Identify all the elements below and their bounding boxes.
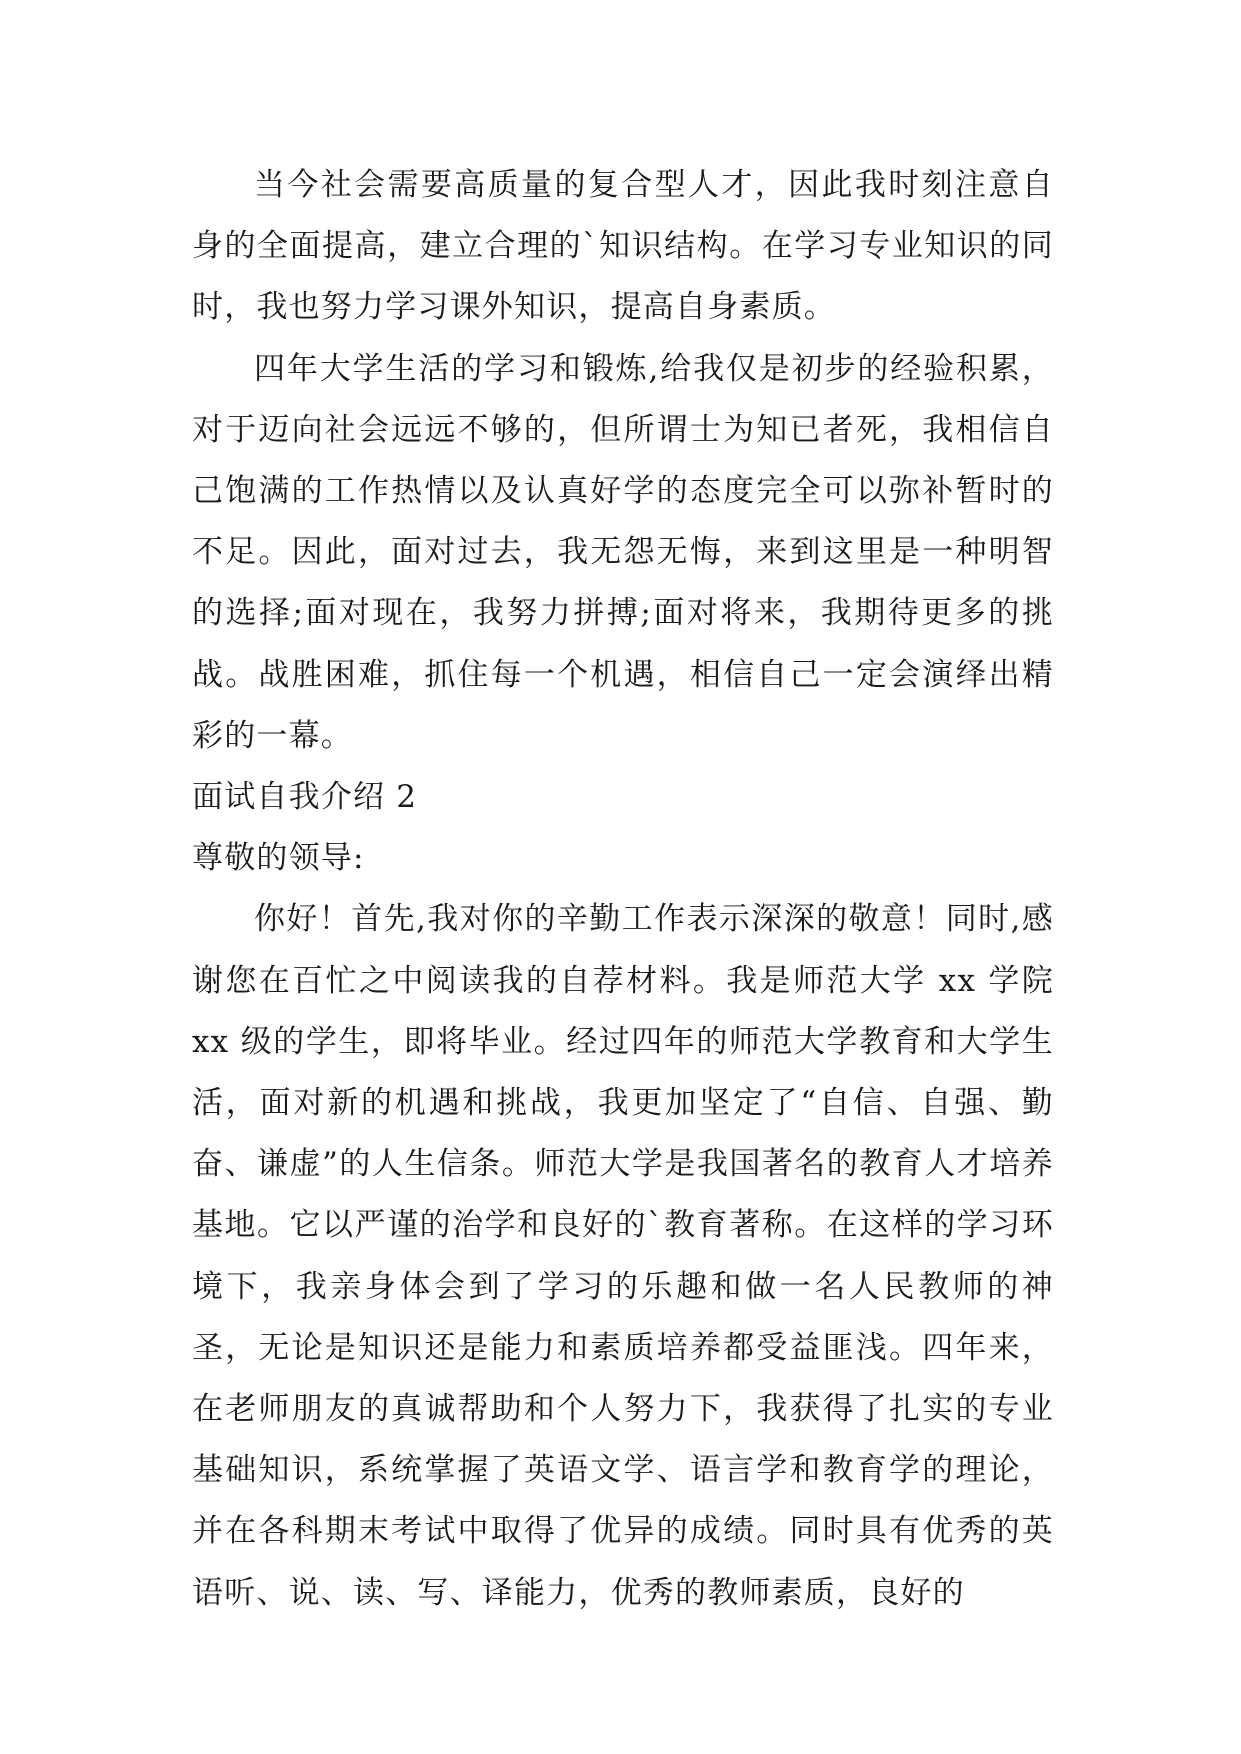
paragraph-composite-talent: 当今社会需要高质量的复合型人才，因此我时刻注意自身的全面提高，建立合理的`知识结构。在学习专业知识的同时，我也努力学习课外知识，提高自身素质。 [192, 167, 1054, 326]
document-body [192, 155, 1054, 1624]
salutation: 尊敬的领导: [192, 840, 365, 877]
section-title: 面试自我介绍 2 [192, 779, 418, 816]
paragraph-four-years: 四年大学生活的学习和锻炼,给我仅是初步的经验积累，对于迈向社会远远不够的，但所谓士为知已者死，我相信自己饱满的工作热情以及认真好学的态度完全可以弥补暂时的不足。因此，面对过去，我无怨无悔，来到这里是一种明智的选择;面对现在，我努力拼搏;面对将来，我期待更多的挑战。战胜困难，抓住每一个机遇，相信自己一定会演绎出精彩的一幕。 [192, 350, 1054, 754]
paragraph-self-introduction: 你好！首先,我对你的辛勤工作表示深深的敬意！同时,感谢您在百忙之中阅读我的自荐材料。我是师范大学 xx 学院 xx 级的学生，即将毕业。经过四年的师范大学教育和大学生活，面对新的机遇和挑战，我更加坚定了“自信、自强、勤奋、谦虚”的人生信条。师范大学是我国著名的教育人才培养基地。它以严谨的治学和良好的`教育著称。在这样的学习环境下，我亲身体会到了学习的乐趣和做一名人民教师的神圣，无论是知识还是能力和素质培养都受益匪浅。四年来，在老师朋友的真诚帮助和个人努力下，我获得了扎实的专业基础知识，系统掌握了英语文学、语言学和教育学的理论，并在各科期末考试中取得了优异的成绩。同时具有优秀的英语听、说、读、写、译能力，优秀的教师素质，良好的 [192, 901, 1054, 1611]
